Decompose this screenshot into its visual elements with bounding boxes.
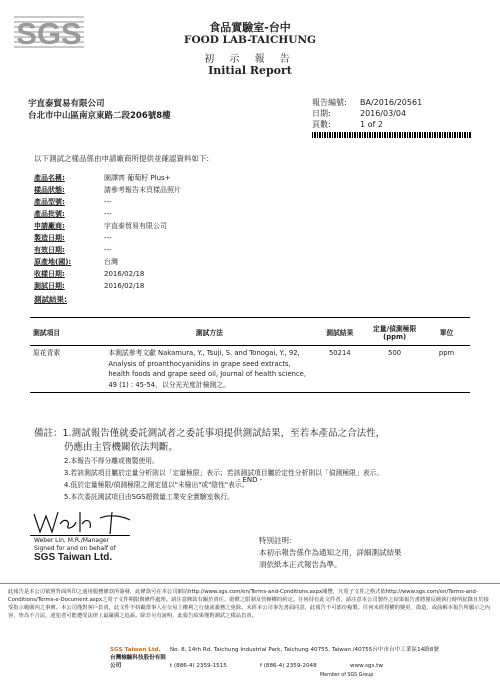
field-value: 台灣: [104, 258, 118, 266]
field-label: 有效日期:: [34, 246, 65, 254]
field-row: [34, 220, 181, 232]
field-row: [34, 208, 181, 220]
footer-web: www.sgs.tw: [350, 663, 383, 669]
page-label: 頁數:: [312, 120, 331, 129]
field-value: ---: [104, 210, 112, 218]
report-type-en: Initial Report: [208, 64, 292, 77]
signatory-line2: Signed for and on behalf of: [34, 544, 116, 552]
field-label: 產品批號:: [34, 210, 65, 218]
results-title: 測試結果:: [34, 295, 67, 304]
note-5: 5.本次委託測試項目由SGS超微量工業安全實驗室執行。: [64, 493, 234, 501]
field-value: 2016/02/18: [104, 282, 145, 290]
field-row: [34, 172, 181, 184]
field-row: [34, 184, 181, 196]
field-label: 收樣日期:: [34, 270, 65, 278]
footer-company-cn: 台灣檢驗科技股份有限公司: [110, 655, 166, 669]
field-label: 產品型號:: [34, 198, 65, 206]
report-number: BA/2016/20561: [360, 98, 423, 107]
field-label: 測試日期:: [34, 282, 65, 290]
field-value: ---: [104, 234, 112, 242]
signatory-block: [34, 537, 116, 552]
field-label: 製造日期:: [34, 234, 65, 242]
field-value: 園譯齊 葡萄籽 Plus+: [104, 174, 171, 182]
client-block: [28, 98, 171, 122]
notes: [34, 427, 385, 503]
remark-title: 特別註明：: [259, 536, 297, 545]
field-label: 產品名稱:: [34, 174, 65, 182]
cell-item: 原花青素: [30, 346, 105, 393]
col-header-limit: 定量/偵測極限(ppm): [366, 318, 423, 346]
note-1a: 備註：1.測試報告僅就委託測試者之委託事項提供測試結果，至若本產品之合法性，: [34, 428, 386, 439]
footer-company-en: SGS Taiwan Ltd.: [110, 647, 161, 653]
cell-limit: 500: [366, 346, 423, 393]
footer-divider: [0, 583, 500, 584]
svg-text:SGS: SGS: [16, 16, 82, 50]
col-header-result: 測試結果: [313, 318, 366, 346]
sample-fields: [34, 172, 181, 292]
field-label: 申請廠商:: [34, 222, 65, 230]
field-label: 原產地(國):: [34, 258, 72, 266]
field-value: ---: [104, 246, 112, 254]
footer-fax: f (886-4) 2359-2048: [260, 663, 317, 669]
note-3: 3.若該測試項目屬於定量分析則以「定量極限」表示；若該測試項目屬於定性分析則以「偵測極限」表示。: [64, 469, 384, 477]
table-header-row: [30, 318, 470, 346]
col-header-method: 測試方法: [105, 318, 313, 346]
col-header-unit: 單位: [423, 318, 470, 346]
signature-line: [30, 535, 130, 536]
note-4: 4.低於定量極限/偵測極限之測定值以"未檢出"或"陰性"表示。: [64, 481, 249, 489]
field-row: [34, 280, 181, 292]
cell-unit: ppm: [423, 346, 470, 393]
field-value: ---: [104, 198, 112, 206]
client-name: 宇直泰貿易有限公司: [28, 99, 105, 109]
lab-name-cn: 食品實驗室-台中: [209, 21, 291, 34]
field-value: 2016/02/18: [104, 270, 145, 278]
cell-result: 50214: [313, 346, 366, 393]
footer-address: No. 8, 14th Rd. Taichung Industrial Park, Taichung 40755, Taiwan /40755台中市台中工業區14路8號: [170, 647, 439, 653]
end-mark: - END -: [237, 476, 263, 484]
note-1b: 仍應由主管機關依法判斷。: [64, 442, 179, 453]
page-number: 1 of 2: [360, 120, 383, 129]
fine-print: 此報告是本公司依照背面所印之通用服務條款所簽發，此條款可在本公司網站http://www.sgs.com/en/Terms-and-Conditions.aspx閱覽，凡電子文件之格式依http://www.sgs.com/en/Terms-and-Conditions/Terms-e-Document.aspx之電子文件期限與條件處理。請注意條款有關於責任、賠償之限制及管轄權的約定。任何持有此文件者，請注意本公司製作之結果報告書將僅反映執行時所紀錄且於接受指示範圍內之事實。本公司僅對客戶負責，此文件不妨礙當事人在交易上權利之行使或義務之免除。未經本公司事先書面同意，此報告不可部份複製。任何未經授權的變更、偽造、或曲解本報告所顯示之內容，皆為不合法，違犯者可能遭受法律上最嚴厲之追訴。除非另有說明，此報告結果僅對測試之樣品負責。: [8, 589, 491, 619]
col-header-item: 測試項目: [30, 318, 105, 346]
client-address: 台北市中山區南京東路二段206號8樓: [28, 111, 171, 121]
lab-name-en: FOOD LAB-TAICHUNG: [183, 34, 317, 46]
signatory-name: Weber Lin, M.R./Manager: [34, 537, 110, 544]
intro-text: 以下測試之樣品係由申請廠商所提供並確認資料如下:: [34, 154, 210, 163]
field-value: 宇直泰貿易有限公司: [104, 222, 167, 230]
report-type-cn: 初 示 報 告: [204, 54, 296, 65]
footer-tel: t (886-4) 2359-1515: [170, 663, 227, 669]
report-info: [312, 97, 422, 130]
member-of-group: Member of SGS Group: [320, 673, 374, 678]
field-value: 請參考報告末頁樣品照片: [104, 186, 181, 194]
special-remark: [259, 535, 402, 571]
field-row: [34, 256, 181, 268]
field-row: [34, 244, 181, 256]
field-row: [34, 232, 181, 244]
table-row: [30, 346, 470, 393]
report-number-label: 報告編號:: [312, 98, 347, 107]
report-date-label: 日期:: [312, 109, 331, 118]
cell-method: 本測試參考文獻 Nakamura, Y., Tsuji, S. and Tonogai, Y., 92, Analysis of proanthocyanidins in grape seed extracts, health foods and grape seed oil, Journal of health science, 49 (1) : 45-54，以分光光度計檢測之。: [105, 346, 313, 393]
note-2: 2.本報告不得分離或複製使用。: [64, 457, 159, 465]
signature: [30, 508, 150, 536]
footer-info: [110, 646, 450, 670]
field-row: [34, 196, 181, 208]
barcode: [312, 132, 472, 138]
field-label: 樣品狀態:: [34, 186, 65, 194]
report-date: 2016/03/04: [360, 109, 407, 118]
field-row: [34, 268, 181, 280]
remark-line2: 須依紙本正式報告為準。: [259, 560, 342, 569]
signatory-company: SGS Taiwan Ltd.: [34, 552, 113, 563]
remark-line1: 本初示報告係作為通知之用，詳細測試結果: [259, 548, 402, 557]
results-table: [30, 317, 470, 393]
